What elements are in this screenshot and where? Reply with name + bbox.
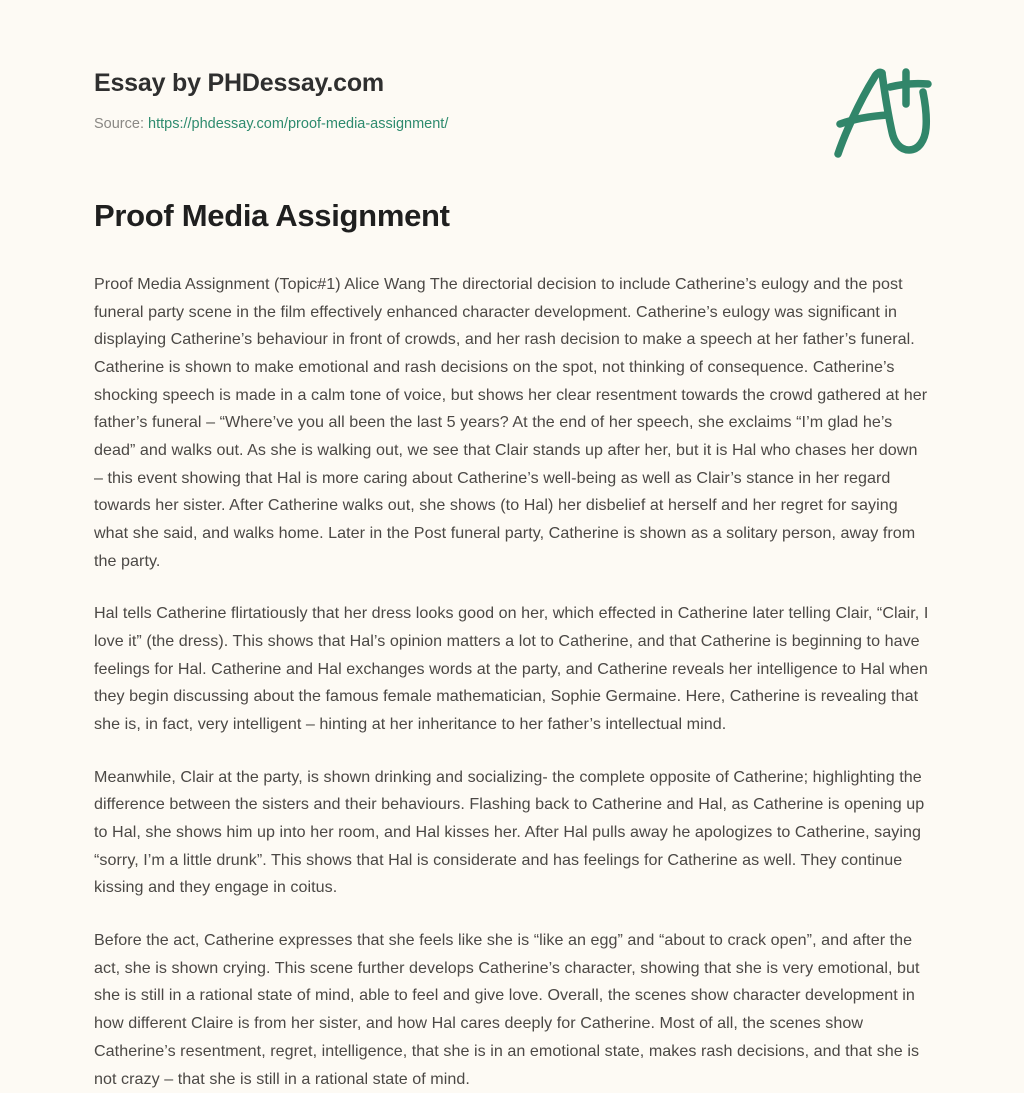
article <box>0 197 1024 1093</box>
paragraph: Meanwhile, Clair at the party, is shown drinking and socializing- the complete opposite of Catherine; highlighting the difference between the sisters and their behaviours. Flashing back to Catherine and Hal, as Catherine is opening up to Hal, she shows him up into her room, and Hal kisses her. After Hal pulls away he apologizes to Catherine, saying “sorry, I’m a little drunk”. This shows that Hal is considerate and has feelings for Catherine as well. They continue kissing and they engage in coitus. <box>94 767 925 897</box>
brand-title: Essay by PHDessay.com <box>94 69 384 97</box>
source-line <box>94 115 930 134</box>
paragraph: Before the act, Catherine expresses that she feels like she is “like an egg” and “about to crack open”, and after the act, she is shown crying. This scene further develops Catherine’s character, showing that she is very emotional, but she is still in a rational state of mind, able to feel and give love. Overall, the scenes show character development in how different Claire is from her sister, and how Hal cares deeply for Catherine. Most of all, the scenes show Catherine’s resentment, regret, intelligence, that she is in an emotional state, makes rash decisions, and that she is not crazy – that she is still in a rational state of mind. <box>94 931 920 1088</box>
source-link[interactable]: https://phdessay.com/proof-media-assignment/ <box>148 116 449 132</box>
source-label: Source: <box>94 116 144 132</box>
phdessay-logo <box>826 58 946 168</box>
paragraph: Hal tells Catherine flirtatiously that her dress looks good on her, which effected in Catherine later telling Clair, “Clair, I love it” (the dress). This shows that Hal’s opinion matters a lot to Catherine, and that Catherine is beginning to have feelings for Hal. Catherine and Hal exchanges words at the party, and Catherine reveals her intelligence to Hal when they begin discussing about the famous female mathematician, Sophie Germaine. Here, Catherine is revealing that she is, in fact, very intelligent – hinting at her inheritance to her father’s intellectual mind. <box>94 604 929 734</box>
page-header <box>0 0 1024 134</box>
paragraph: Proof Media Assignment (Topic#1) Alice Wang The directorial decision to include Catherine’s eulogy and the post funeral party scene in the film effectively enhanced character development. Catherine’s eulogy was significant in displaying Catherine’s behaviour in front of crowds, and her rash decision to make a speech at her father’s funeral. Catherine is shown to make emotional and rash decisions on the spot, not thinking of consequence. Catherine’s shocking speech is made in a calm tone of voice, but shows her clear resentment towards the crowd gathered at her father’s funeral – “Where’ve you all been the last 5 years? At the end of her speech, she exclaims “I’m glad he’s dead” and walks out. As she is walking out, we see that Clair stands up after her, but it is Hal who chases her down – this event showing that Hal is more caring about Catherine’s well-being as well as Clair’s stance in her regard towards her sister. After Catherine walks out, she shows (to Hal) her disbelief at herself and her regret for saying what she said, and walks home. Later in the Post funeral party, Catherine is shown as a solitary person, away from the party. <box>94 275 928 570</box>
page-title: Proof Media Assignment <box>94 197 450 233</box>
article-body <box>94 271 930 1093</box>
a-plus-icon <box>826 58 946 168</box>
